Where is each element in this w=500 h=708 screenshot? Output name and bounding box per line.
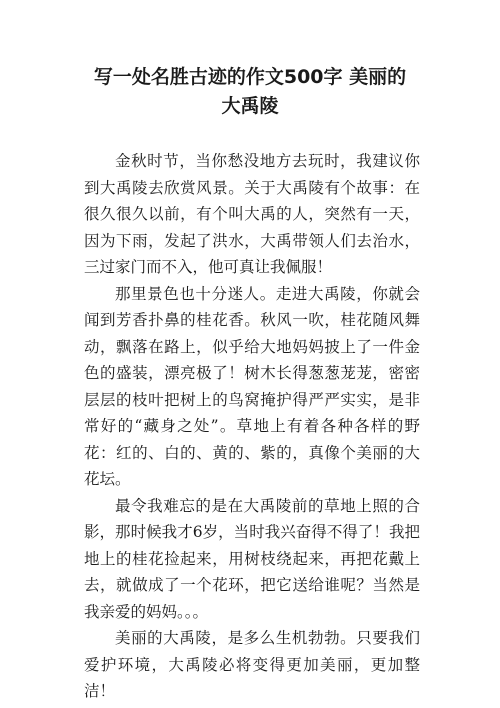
paragraph-1: 金秋时节，当你愁没地方去玩时，我建议你到大禹陵去欣赏风景。关于大禹陵有个故事：在很久很久以前，有个叫大禹的人，突然有一天，因为下雨，发起了洪水，大禹带领人们去治水，三过家门而不入，他可真让我佩服！: [84, 152, 420, 276]
paragraph-4: 美丽的大禹陵，是多么生机勃勃。只要我们爱护环境，大禹陵必将变得更加美丽，更加整洁！: [84, 629, 420, 700]
document-title-line-2: 大禹陵: [221, 95, 279, 117]
document-title-line-1: 写一处名胜古迹的作文500字 美丽的: [93, 66, 407, 88]
paragraph-3: 最令我难忘的是在大禹陵前的草地上照的合影，那时候我才6岁，当时我兴奋得不得了！我把地上的桂花捡起来，用树枝绕起来，再把花戴上去，就做成了一个花环，把它送给谁呢？当然是我亲爱的妈妈。。。: [84, 496, 420, 621]
document-body: [84, 148, 420, 705]
paragraph-2: 那里景色也十分迷人。走进大禹陵，你就会闻到芳香扑鼻的桂花香。秋风一吹，桂花随风舞动，飘落在路上，似乎给大地妈妈披上了一件金色的盛装，漂亮极了！树木长得葱葱茏茏，密密层层的枝叶把树上的鸟窝掩护得严严实实，是非常好的“藏身之处”。草地上有着各种各样的野花：红的、白的、黄的、紫的，真像个美丽的大花坛。: [84, 284, 420, 488]
